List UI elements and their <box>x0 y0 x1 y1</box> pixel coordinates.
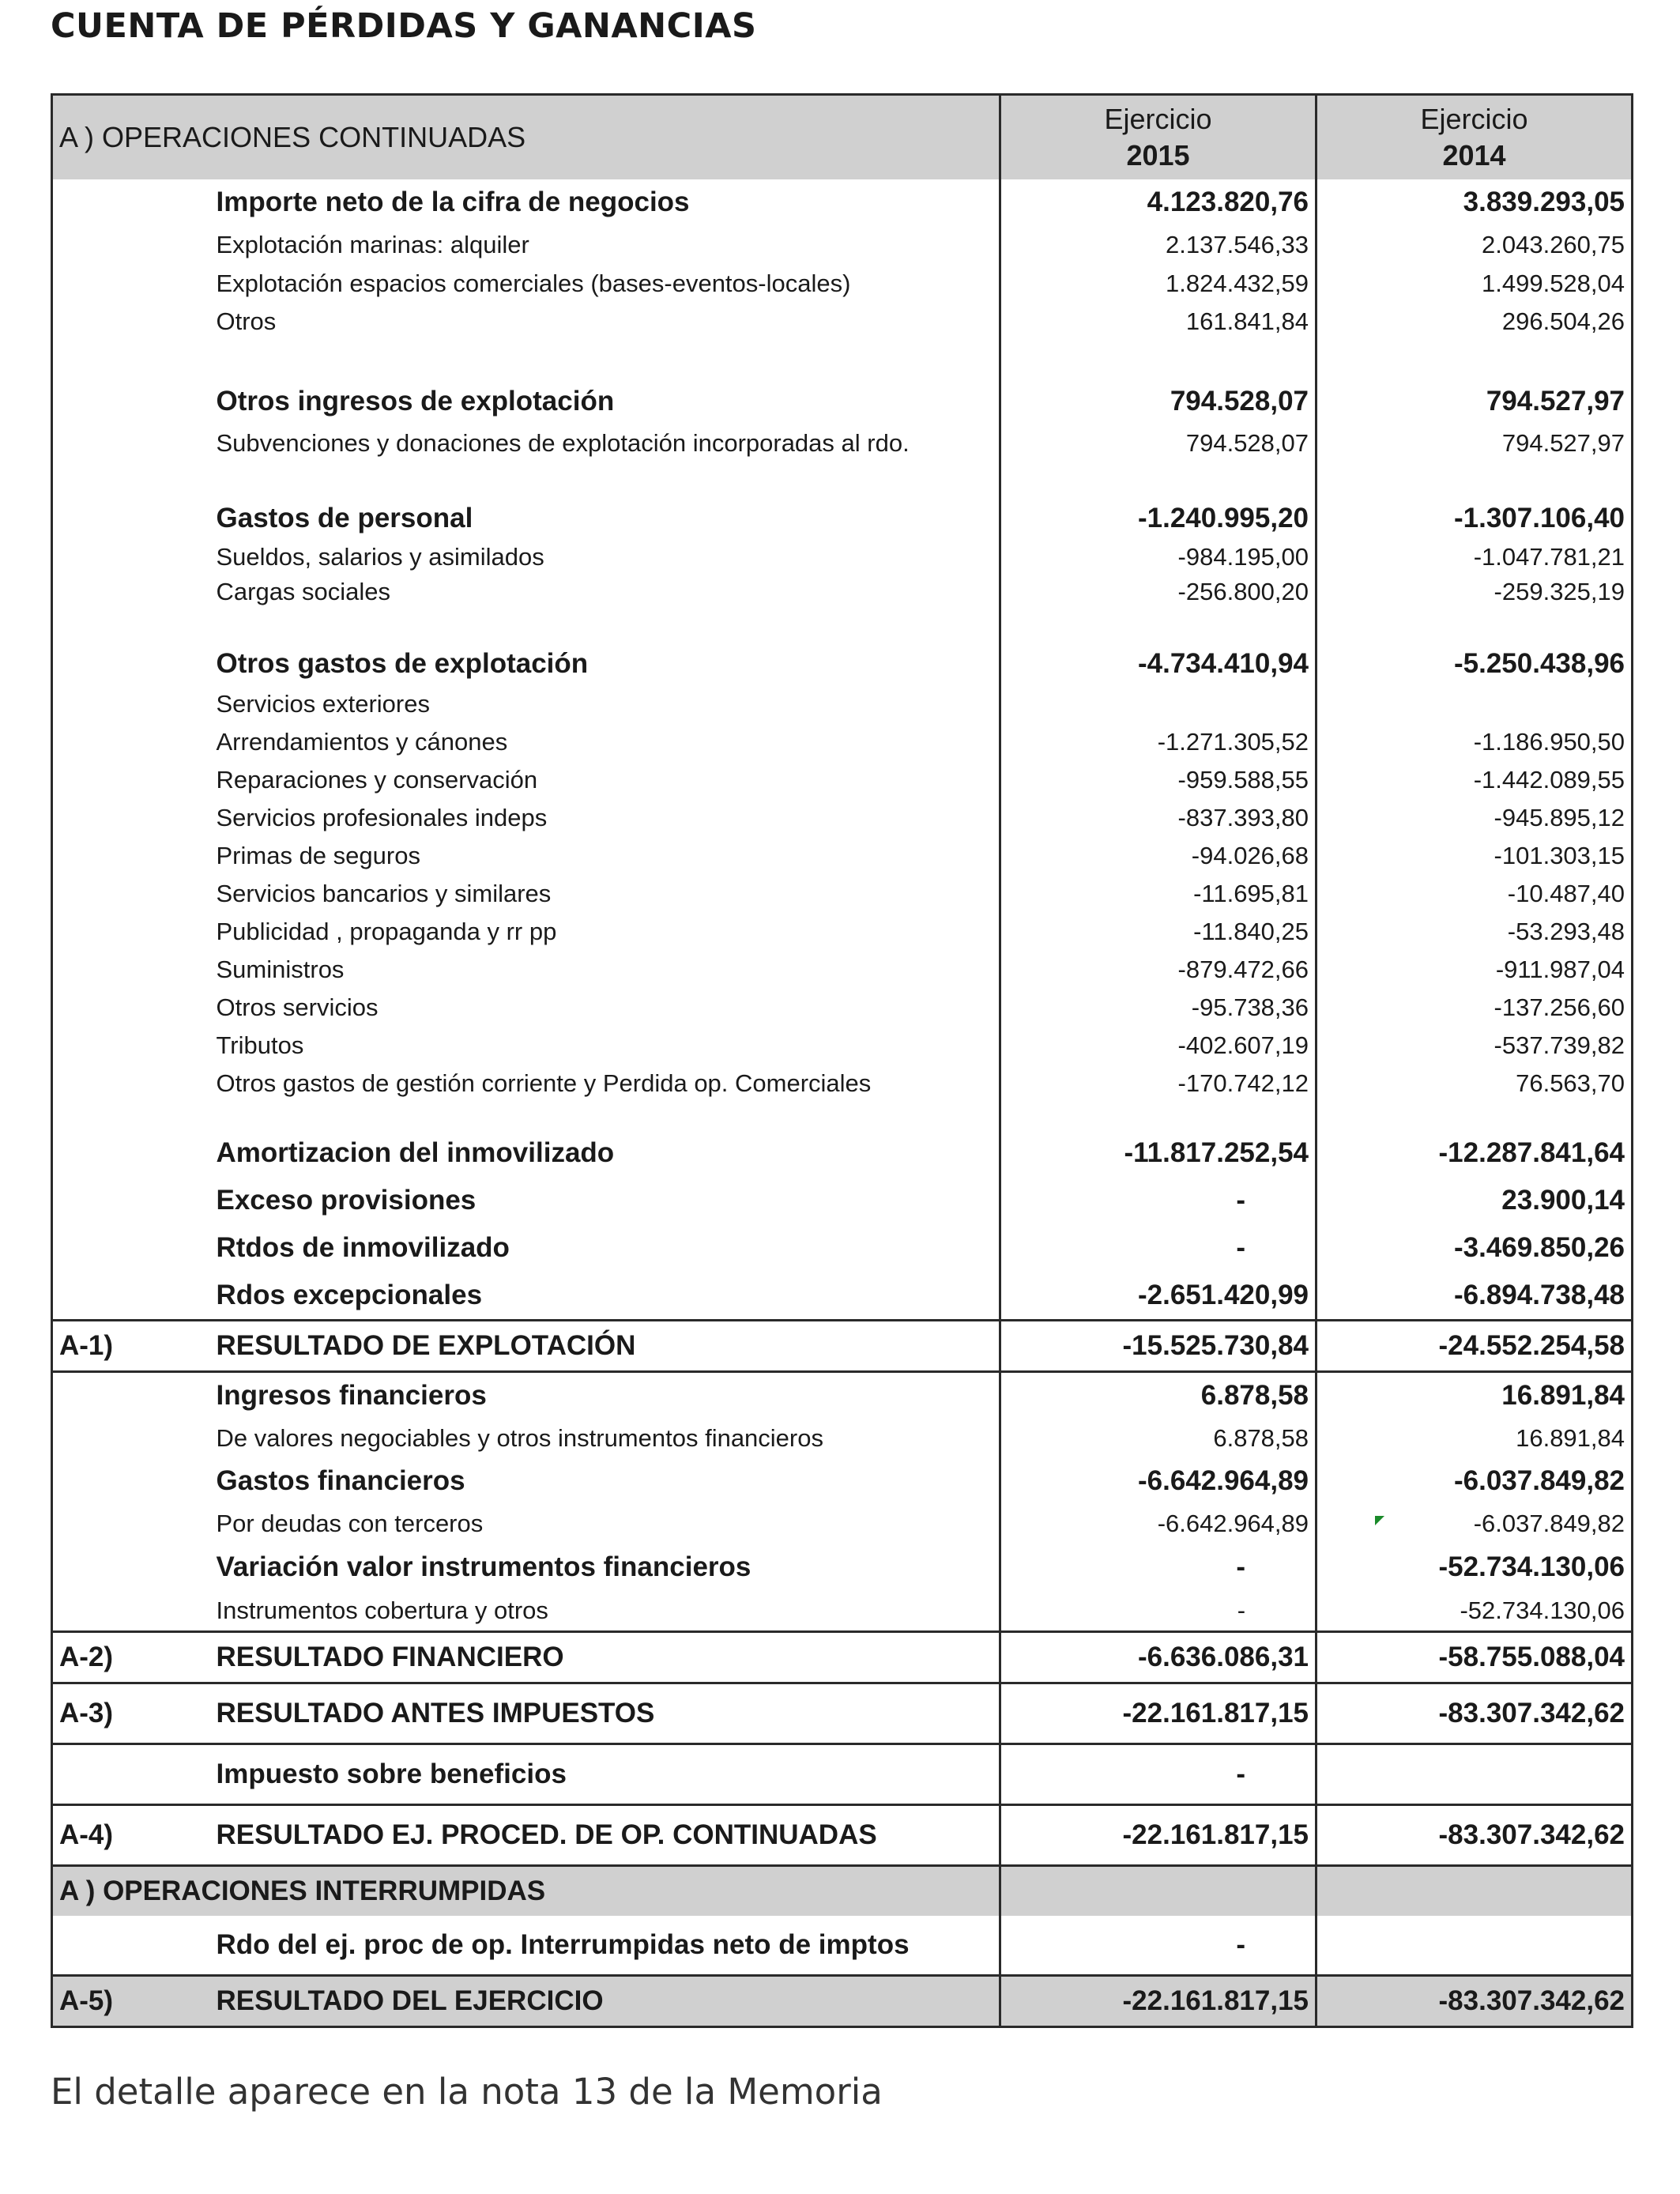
value-2014 <box>1317 875 1633 913</box>
row-code <box>52 540 210 575</box>
value-text: -53.293,48 <box>1507 918 1625 945</box>
value-2014 <box>1317 497 1633 540</box>
row-code <box>52 913 210 951</box>
value-2015 <box>1000 799 1317 837</box>
result-row <box>52 1632 1633 1683</box>
value-text: -6.642.964,89 <box>1157 1510 1309 1537</box>
value-text: -52.734.130,06 <box>1438 1551 1625 1582</box>
value-text: -95.738,36 <box>1191 993 1309 1021</box>
row-code <box>52 1177 210 1224</box>
spacer-row <box>52 609 1633 643</box>
table-row <box>52 875 1633 913</box>
value-text: -6.642.964,89 <box>1138 1465 1309 1496</box>
value-text: -83.307.342,62 <box>1438 1819 1625 1850</box>
value-text: -1.047.781,21 <box>1473 543 1625 571</box>
value-2015 <box>1000 723 1317 761</box>
value-text: -52.734.130,06 <box>1460 1596 1625 1624</box>
value-text: - <box>1236 1929 1246 1960</box>
row-label: Servicios bancarios y similares <box>216 880 552 907</box>
table-row <box>52 1129 1633 1177</box>
value-text: -879.472,66 <box>1177 956 1309 983</box>
value-2014 <box>1317 761 1633 799</box>
value-2015 <box>1000 1504 1317 1544</box>
value-text: 794.527,97 <box>1486 386 1625 417</box>
row-label: Otros <box>216 307 277 335</box>
value-2014 <box>1317 540 1633 575</box>
value-2014 <box>1317 1866 1633 1917</box>
row-code <box>52 1372 210 1419</box>
value-text: -1.442.089,55 <box>1473 766 1625 794</box>
value-text: 16.891,84 <box>1501 1380 1625 1411</box>
value-2014 <box>1317 989 1633 1027</box>
row-label: Otros gastos de gestión corriente y Perdida op. Comerciales <box>216 1069 872 1097</box>
row-code <box>52 1272 210 1321</box>
row-label: Gastos de personal <box>216 503 473 533</box>
row-code <box>52 685 210 723</box>
value-2014 <box>1317 1683 1633 1744</box>
value-text: 6.878,58 <box>1213 1424 1309 1452</box>
value-2015 <box>1000 1027 1317 1065</box>
row-label: Tributos <box>216 1031 304 1059</box>
row-label: Otros servicios <box>216 993 379 1021</box>
table-row <box>52 643 1633 685</box>
value-text: -94.026,68 <box>1191 842 1309 869</box>
row-code <box>52 575 210 609</box>
section-header-row <box>52 1866 1633 1917</box>
value-text: -10.487,40 <box>1507 880 1625 907</box>
row-code <box>52 265 210 303</box>
row-code <box>52 1591 210 1632</box>
value-2015 <box>1000 380 1317 423</box>
row-code <box>52 875 210 913</box>
row-code <box>52 1419 210 1458</box>
value-text: 76.563,70 <box>1516 1069 1625 1097</box>
value-text: 16.891,84 <box>1516 1424 1625 1452</box>
column-header-label: Ejercicio <box>1104 103 1212 135</box>
value-2014 <box>1317 265 1633 303</box>
table-row <box>52 951 1633 989</box>
value-2015 <box>1000 1419 1317 1458</box>
value-2015 <box>1000 1224 1317 1272</box>
value-2014 <box>1317 1544 1633 1591</box>
value-2015 <box>1000 1866 1317 1917</box>
row-code <box>52 989 210 1027</box>
table-row <box>52 540 1633 575</box>
value-2014 <box>1317 1272 1633 1321</box>
value-text: -101.303,15 <box>1494 842 1625 869</box>
value-2015 <box>1000 951 1317 989</box>
value-2014 <box>1317 1419 1633 1458</box>
value-text: 794.528,07 <box>1185 429 1309 457</box>
value-text: -911.987,04 <box>1495 956 1625 983</box>
value-text: -83.307.342,62 <box>1438 1985 1625 2016</box>
value-text: - <box>1236 1759 1246 1789</box>
value-text: -6.037.849,82 <box>1454 1465 1625 1496</box>
value-text: 296.504,26 <box>1501 307 1625 335</box>
table-row <box>52 1591 1633 1632</box>
value-text: -24.552.254,58 <box>1438 1330 1625 1361</box>
row-label: Ingresos financieros <box>210 1372 1000 1419</box>
value-text: 1.499.528,04 <box>1482 270 1625 297</box>
value-text: 161.841,84 <box>1185 307 1309 335</box>
table-row <box>52 913 1633 951</box>
row-code <box>52 1504 210 1544</box>
table-row <box>52 1419 1633 1458</box>
row-code <box>52 643 210 685</box>
row-label: Explotación espacios comerciales (bases-eventos-locales) <box>216 270 851 297</box>
value-2015 <box>1000 497 1317 540</box>
value-2015 <box>1000 179 1317 225</box>
value-2014 <box>1317 380 1633 423</box>
row-code <box>52 723 210 761</box>
table-row <box>52 1177 1633 1224</box>
value-text: -22.161.817,15 <box>1122 1819 1309 1850</box>
row-label: Rdo del ej. proc de op. Interrumpidas neto de imptos <box>216 1929 910 1960</box>
section-header-continuadas: A ) OPERACIONES CONTINUADAS <box>52 95 1000 180</box>
row-label: Cargas sociales <box>216 578 391 605</box>
result-row <box>52 1805 1633 1866</box>
row-code <box>52 837 210 875</box>
table-row <box>52 837 1633 875</box>
row-label: Importe neto de la cifra de negocios <box>216 187 690 217</box>
value-2015 <box>1000 225 1317 265</box>
value-2015 <box>1000 1544 1317 1591</box>
value-2014 <box>1317 723 1633 761</box>
value-2015 <box>1000 575 1317 609</box>
value-2014 <box>1317 1027 1633 1065</box>
value-text: - <box>1236 1232 1246 1263</box>
value-text: -259.325,19 <box>1494 578 1625 605</box>
value-text: -137.256,60 <box>1494 993 1625 1021</box>
value-text: 2.043.260,75 <box>1482 231 1625 258</box>
table-row <box>52 723 1633 761</box>
table-row <box>52 1544 1633 1591</box>
value-2014 <box>1317 1591 1633 1632</box>
value-2014 <box>1317 1744 1633 1805</box>
value-2015 <box>1000 1683 1317 1744</box>
row-code <box>52 1544 210 1591</box>
table-row <box>52 1372 1633 1419</box>
value-text: -6.636.086,31 <box>1138 1642 1309 1672</box>
row-label: RESULTADO DEL EJERCICIO <box>210 1976 1000 2027</box>
row-code <box>52 1916 210 1976</box>
table-row <box>52 303 1633 341</box>
value-text: -4.734.410,94 <box>1138 648 1309 679</box>
row-label: Rtdos de inmovilizado <box>216 1232 510 1263</box>
value-text: -5.250.438,96 <box>1454 648 1625 679</box>
value-2015 <box>1000 1632 1317 1683</box>
row-label: Instrumentos cobertura y otros <box>216 1596 548 1624</box>
row-code <box>52 179 210 225</box>
footer-note: El detalle aparece en la nota 13 de la Memoria <box>51 2071 883 2113</box>
table-row <box>52 1744 1633 1805</box>
row-code: A-1) <box>52 1321 210 1372</box>
value-2015 <box>1000 685 1317 723</box>
row-code <box>52 423 210 464</box>
value-2015 <box>1000 1458 1317 1504</box>
value-text: -2.651.420,99 <box>1138 1280 1309 1310</box>
cell-note-marker <box>1375 1516 1384 1525</box>
value-text: -1.271.305,52 <box>1157 728 1309 756</box>
value-2015 <box>1000 1065 1317 1103</box>
value-text: 4.123.820,76 <box>1147 187 1309 217</box>
row-code <box>52 951 210 989</box>
row-label: Suministros <box>216 956 345 983</box>
row-label: Arrendamientos y cánones <box>216 728 508 756</box>
table-header-row <box>52 95 1633 180</box>
value-text: -256.800,20 <box>1177 578 1309 605</box>
row-code <box>52 1744 210 1805</box>
value-2014 <box>1317 1805 1633 1866</box>
value-2014 <box>1317 423 1633 464</box>
table-row <box>52 1027 1633 1065</box>
value-text: -1.186.950,50 <box>1473 728 1625 756</box>
value-2015 <box>1000 423 1317 464</box>
column-header-label: Ejercicio <box>1420 103 1528 135</box>
row-label: De valores negociables y otros instrumentos financieros <box>216 1424 823 1452</box>
value-text: -945.895,12 <box>1494 804 1625 831</box>
value-2014 <box>1317 1321 1633 1372</box>
row-label: Sueldos, salarios y asimilados <box>216 543 544 571</box>
value-text: 23.900,14 <box>1501 1185 1625 1216</box>
row-code <box>52 380 210 423</box>
value-2015 <box>1000 1272 1317 1321</box>
value-text: 2.137.546,33 <box>1166 231 1309 258</box>
value-text: 794.528,07 <box>1170 386 1309 417</box>
row-code <box>52 799 210 837</box>
profit-loss-table <box>51 93 1633 2028</box>
result-row <box>52 1976 1633 2027</box>
row-code: A-3) <box>52 1683 210 1744</box>
value-2015 <box>1000 837 1317 875</box>
value-text: -12.287.841,64 <box>1438 1137 1625 1168</box>
row-code <box>52 1458 210 1504</box>
value-text: 794.527,97 <box>1501 429 1625 457</box>
value-2015 <box>1000 989 1317 1027</box>
value-2014 <box>1317 1976 1633 2027</box>
column-header-2015 <box>1000 95 1317 180</box>
value-text: -402.607,19 <box>1177 1031 1309 1059</box>
row-code <box>52 303 210 341</box>
value-text: -984.195,00 <box>1177 543 1309 571</box>
value-2015 <box>1000 913 1317 951</box>
value-2014 <box>1317 951 1633 989</box>
row-label: Impuesto sobre beneficios <box>210 1744 1000 1805</box>
row-label: Servicios exteriores <box>216 690 430 718</box>
row-label: RESULTADO EJ. PROCED. DE OP. CONTINUADAS <box>210 1805 1000 1866</box>
value-text: -11.817.252,54 <box>1124 1137 1309 1168</box>
value-2014 <box>1317 685 1633 723</box>
table-row <box>52 761 1633 799</box>
value-text: -15.525.730,84 <box>1122 1330 1309 1361</box>
table-row <box>52 1224 1633 1272</box>
row-code <box>52 1027 210 1065</box>
table-row <box>52 265 1633 303</box>
row-label: Por deudas con terceros <box>216 1510 484 1537</box>
value-2014 <box>1317 1224 1633 1272</box>
row-label: Primas de seguros <box>216 842 420 869</box>
row-code: A-2) <box>52 1632 210 1683</box>
value-2014 <box>1317 179 1633 225</box>
row-label: Variación valor instrumentos financieros <box>216 1551 751 1582</box>
value-2015 <box>1000 1177 1317 1224</box>
value-text: 3.839.293,05 <box>1463 187 1625 217</box>
table-row <box>52 1065 1633 1103</box>
value-text: -11.840,25 <box>1193 918 1309 945</box>
row-label: RESULTADO FINANCIERO <box>210 1632 1000 1683</box>
table-row <box>52 380 1633 423</box>
row-code <box>52 225 210 265</box>
table-row <box>52 497 1633 540</box>
result-row <box>52 1683 1633 1744</box>
row-code <box>52 1129 210 1177</box>
table-row <box>52 575 1633 609</box>
row-code <box>52 1224 210 1272</box>
value-text: -22.161.817,15 <box>1122 1985 1309 2016</box>
row-label: Otros ingresos de explotación <box>216 386 615 417</box>
table-row <box>52 1504 1633 1544</box>
value-2014 <box>1317 575 1633 609</box>
table-row <box>52 179 1633 225</box>
value-text: -837.393,80 <box>1177 804 1309 831</box>
value-text: -11.695,81 <box>1193 880 1309 907</box>
row-label: Subvenciones y donaciones de explotación incorporadas al rdo. <box>216 429 910 457</box>
value-text: 1.824.432,59 <box>1166 270 1309 297</box>
table-row <box>52 423 1633 464</box>
row-label: Publicidad , propaganda y rr pp <box>216 918 557 945</box>
value-2014 <box>1317 1065 1633 1103</box>
value-text: 6.878,58 <box>1200 1380 1309 1411</box>
value-2015 <box>1000 1372 1317 1419</box>
value-2015 <box>1000 1744 1317 1805</box>
value-text: - <box>1236 1185 1246 1216</box>
value-text: -83.307.342,62 <box>1438 1698 1625 1728</box>
value-2014 <box>1317 1632 1633 1683</box>
value-text: -6.037.849,82 <box>1473 1510 1625 1537</box>
table-row <box>52 685 1633 723</box>
row-label: Rdos excepcionales <box>216 1280 483 1310</box>
value-2015 <box>1000 303 1317 341</box>
page-title: CUENTA DE PÉRDIDAS Y GANANCIAS <box>51 6 757 46</box>
value-text: -6.894.738,48 <box>1454 1280 1625 1310</box>
value-2015 <box>1000 1805 1317 1866</box>
value-text: -959.588,55 <box>1177 766 1309 794</box>
value-2014 <box>1317 1129 1633 1177</box>
value-text: - <box>1237 1596 1246 1624</box>
row-code <box>52 497 210 540</box>
spacer-row <box>52 341 1633 380</box>
row-code <box>52 761 210 799</box>
column-header-2014 <box>1317 95 1633 180</box>
row-label: Amortizacion del inmovilizado <box>216 1137 615 1168</box>
value-2014 <box>1317 913 1633 951</box>
value-2015 <box>1000 761 1317 799</box>
value-2014 <box>1317 837 1633 875</box>
value-2014 <box>1317 1504 1633 1544</box>
table-row <box>52 1458 1633 1504</box>
row-label: RESULTADO ANTES IMPUESTOS <box>210 1683 1000 1744</box>
value-2015 <box>1000 1976 1317 2027</box>
table-row <box>52 1272 1633 1321</box>
column-header-year: 2014 <box>1442 139 1506 172</box>
value-2015 <box>1000 1321 1317 1372</box>
value-text: -170.742,12 <box>1177 1069 1309 1097</box>
spacer-row <box>52 464 1633 497</box>
row-label: Gastos financieros <box>216 1465 465 1496</box>
result-row <box>52 1321 1633 1372</box>
value-2015 <box>1000 1591 1317 1632</box>
value-2014 <box>1317 1458 1633 1504</box>
value-2014 <box>1317 225 1633 265</box>
row-label: Otros gastos de explotación <box>216 648 589 679</box>
value-text: -1.240.995,20 <box>1138 503 1309 533</box>
value-text: -22.161.817,15 <box>1122 1698 1309 1728</box>
section-header-interrumpidas: A ) OPERACIONES INTERRUMPIDAS <box>52 1866 1000 1917</box>
value-2014 <box>1317 1916 1633 1976</box>
row-code <box>52 1065 210 1103</box>
value-2015 <box>1000 1129 1317 1177</box>
table-row <box>52 225 1633 265</box>
value-2015 <box>1000 540 1317 575</box>
row-label: Explotación marinas: alquiler <box>216 231 529 258</box>
value-2015 <box>1000 643 1317 685</box>
spacer-row <box>52 1103 1633 1129</box>
column-header-year: 2015 <box>1126 139 1190 172</box>
row-code: A-4) <box>52 1805 210 1866</box>
row-label: Servicios profesionales indeps <box>216 804 548 831</box>
row-label: Reparaciones y conservación <box>216 766 538 794</box>
table-row <box>52 1916 1633 1976</box>
value-text: -537.739,82 <box>1494 1031 1625 1059</box>
value-2015 <box>1000 265 1317 303</box>
row-label: RESULTADO DE EXPLOTACIÓN <box>210 1321 1000 1372</box>
value-2015 <box>1000 1916 1317 1976</box>
table-row <box>52 799 1633 837</box>
table-row <box>52 989 1633 1027</box>
value-2014 <box>1317 799 1633 837</box>
value-text: - <box>1236 1551 1246 1582</box>
row-code: A-5) <box>52 1976 210 2027</box>
value-text: -3.469.850,26 <box>1454 1232 1625 1263</box>
value-2014 <box>1317 1372 1633 1419</box>
value-2014 <box>1317 643 1633 685</box>
value-2014 <box>1317 1177 1633 1224</box>
value-text: -1.307.106,40 <box>1454 503 1625 533</box>
row-label: Exceso provisiones <box>216 1185 477 1216</box>
value-text: -58.755.088,04 <box>1438 1642 1625 1672</box>
value-2014 <box>1317 303 1633 341</box>
value-2015 <box>1000 875 1317 913</box>
